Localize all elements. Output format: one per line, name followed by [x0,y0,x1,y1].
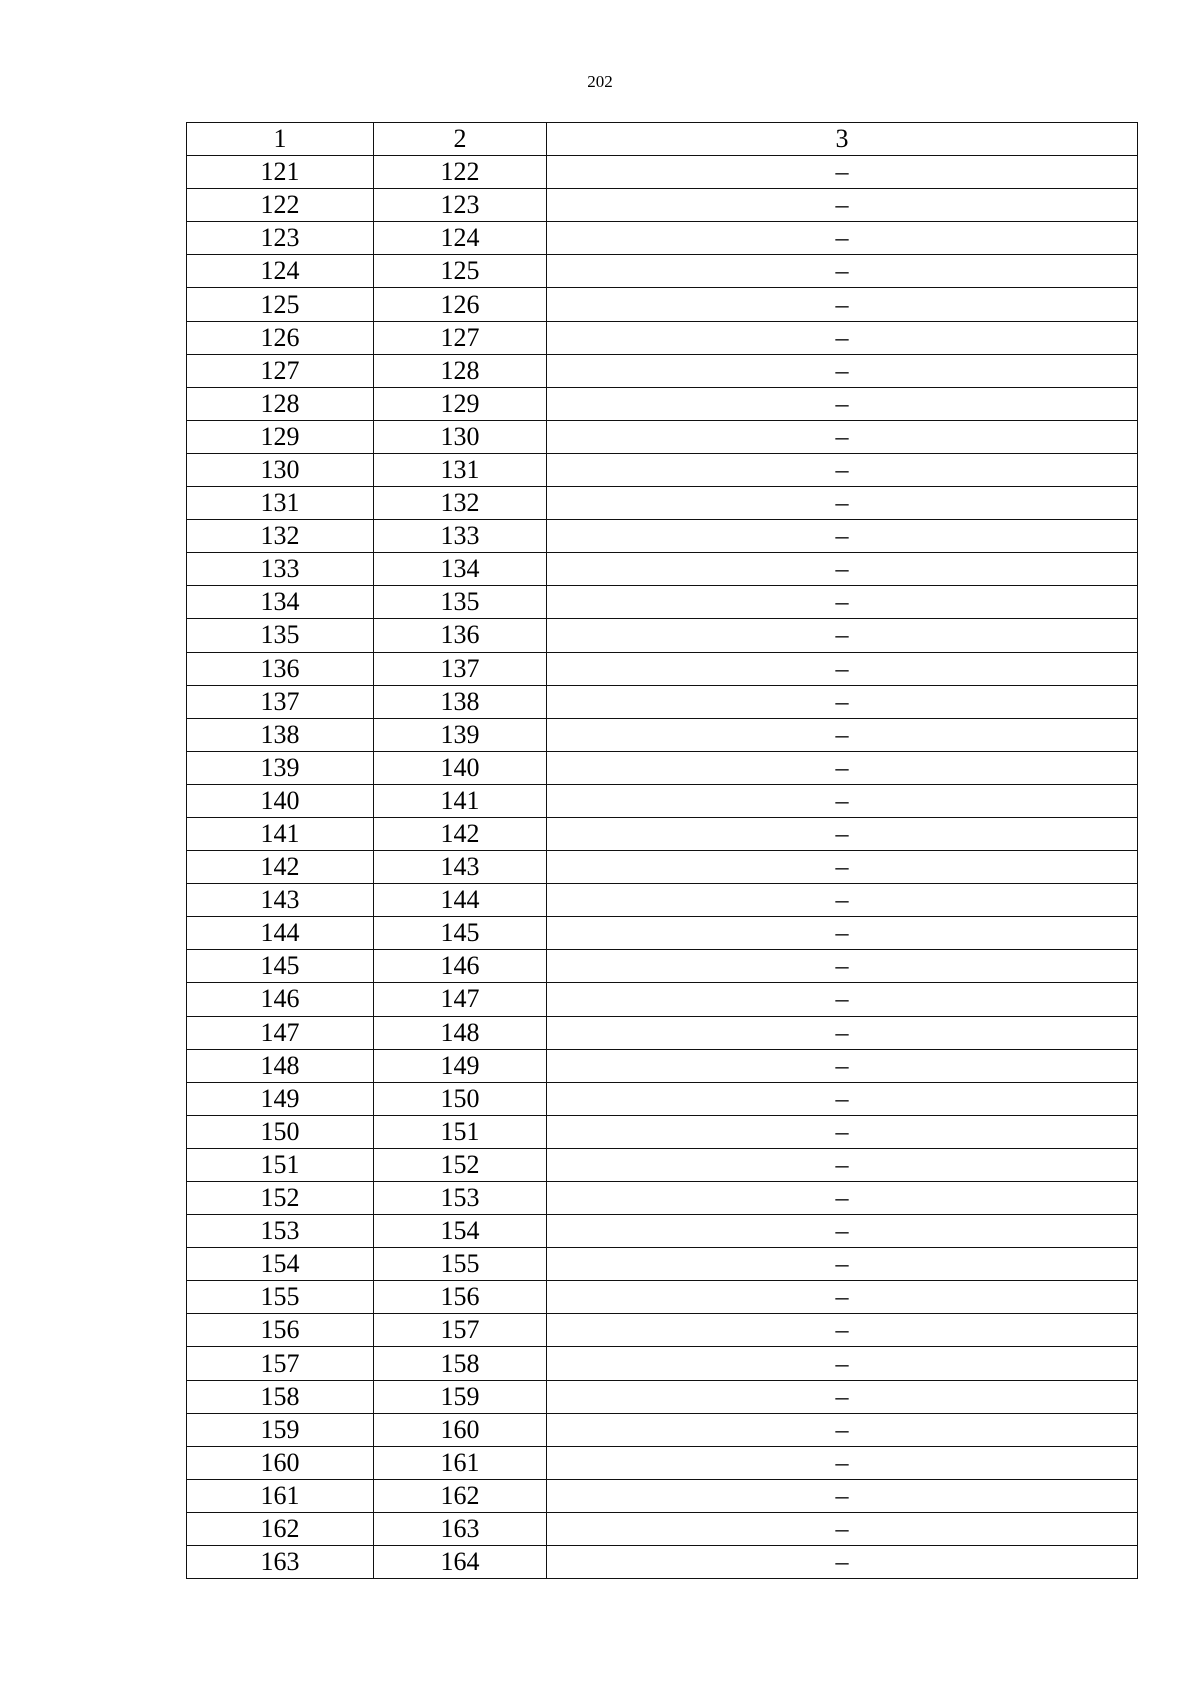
table-cell-col2: 156 [374,1281,547,1314]
table-cell-col2: 162 [374,1479,547,1512]
table-cell-col3: – [547,553,1138,586]
table-cell-col2: 135 [374,586,547,619]
table-cell-col1: 128 [187,387,374,420]
table-cell-col1: 150 [187,1115,374,1148]
column-header-2: 2 [374,123,547,156]
table-cell-col1: 127 [187,354,374,387]
table-cell-col3: – [547,1016,1138,1049]
table-cell-col2: 163 [374,1512,547,1545]
table-cell-col1: 152 [187,1182,374,1215]
table-cell-col1: 143 [187,884,374,917]
table-row [187,222,1138,255]
table-cell-col1: 145 [187,950,374,983]
table-cell-col1: 147 [187,1016,374,1049]
table-row [187,1115,1138,1148]
table-row [187,1446,1138,1479]
table-cell-col3: – [547,784,1138,817]
table-cell-col1: 126 [187,321,374,354]
table-cell-col1: 123 [187,222,374,255]
table-cell-col2: 131 [374,453,547,486]
table-row [187,1248,1138,1281]
table-cell-col1: 137 [187,685,374,718]
table-row [187,1148,1138,1181]
table-row [187,1314,1138,1347]
table-cell-col2: 160 [374,1413,547,1446]
table-cell-col3: – [547,1082,1138,1115]
table-cell-col3: – [547,851,1138,884]
table-cell-col1: 159 [187,1413,374,1446]
table-cell-col2: 138 [374,685,547,718]
table-cell-col2: 144 [374,884,547,917]
table-cell-col3: – [547,1546,1138,1579]
table-cell-col3: – [547,1182,1138,1215]
table-cell-col3: – [547,685,1138,718]
table-cell-col3: – [547,1413,1138,1446]
table-cell-col3: – [547,321,1138,354]
table-cell-col3: – [547,487,1138,520]
table-cell-col1: 129 [187,420,374,453]
table-cell-col1: 148 [187,1049,374,1082]
table-cell-col2: 155 [374,1248,547,1281]
table-header-row [187,123,1138,156]
table-cell-col3: – [547,520,1138,553]
table-cell-col3: – [547,1115,1138,1148]
table-row [187,520,1138,553]
table-cell-col1: 136 [187,652,374,685]
table-cell-col2: 146 [374,950,547,983]
table-cell-col3: – [547,983,1138,1016]
table-cell-col2: 145 [374,917,547,950]
table-cell-col3: – [547,420,1138,453]
table-cell-col1: 153 [187,1215,374,1248]
table-cell-col3: – [547,718,1138,751]
table-row [187,784,1138,817]
table-row [187,288,1138,321]
table-cell-col2: 129 [374,387,547,420]
table-cell-col2: 147 [374,983,547,1016]
table-cell-col2: 157 [374,1314,547,1347]
table-cell-col3: – [547,1281,1138,1314]
table-row [187,1016,1138,1049]
table-cell-col2: 161 [374,1446,547,1479]
table-cell-col3: – [547,189,1138,222]
table-row [187,884,1138,917]
table-row [187,156,1138,189]
table-cell-col3: – [547,222,1138,255]
table-row [187,1479,1138,1512]
table-cell-col1: 122 [187,189,374,222]
table-row [187,950,1138,983]
table-row [187,1049,1138,1082]
table-row [187,553,1138,586]
table-row [187,387,1138,420]
table-cell-col2: 159 [374,1380,547,1413]
table-cell-col2: 164 [374,1546,547,1579]
table-cell-col1: 151 [187,1148,374,1181]
table-cell-col1: 160 [187,1446,374,1479]
table-cell-col1: 158 [187,1380,374,1413]
table-row [187,453,1138,486]
table-cell-col3: – [547,1479,1138,1512]
table-row [187,652,1138,685]
table-cell-col2: 125 [374,255,547,288]
table-cell-col2: 137 [374,652,547,685]
table-cell-col1: 156 [187,1314,374,1347]
table-cell-col2: 134 [374,553,547,586]
table-cell-col2: 142 [374,817,547,850]
table-cell-col3: – [547,619,1138,652]
table-row [187,1281,1138,1314]
table-cell-col1: 138 [187,718,374,751]
table-cell-col3: – [547,387,1138,420]
table-row [187,354,1138,387]
table-cell-col1: 124 [187,255,374,288]
table-row [187,917,1138,950]
table-cell-col3: – [547,1512,1138,1545]
table-cell-col3: – [547,817,1138,850]
table-cell-col2: 153 [374,1182,547,1215]
table-cell-col3: – [547,586,1138,619]
table-cell-col2: 152 [374,1148,547,1181]
table-cell-col2: 141 [374,784,547,817]
table-row [187,1215,1138,1248]
table-cell-col3: – [547,288,1138,321]
table-row [187,751,1138,784]
table-cell-col1: 146 [187,983,374,1016]
data-table [186,122,1138,1579]
table-cell-col2: 151 [374,1115,547,1148]
table-cell-col2: 133 [374,520,547,553]
table-cell-col2: 136 [374,619,547,652]
column-header-1: 1 [187,123,374,156]
table-cell-col3: – [547,1380,1138,1413]
table-cell-col3: – [547,950,1138,983]
table-cell-col3: – [547,652,1138,685]
table-cell-col3: – [547,917,1138,950]
table-row [187,718,1138,751]
table-row [187,1512,1138,1545]
table-cell-col2: 128 [374,354,547,387]
table-cell-col1: 155 [187,1281,374,1314]
table-body [187,156,1138,1579]
table-cell-col3: – [547,884,1138,917]
table-cell-col1: 163 [187,1546,374,1579]
table-row [187,321,1138,354]
table-cell-col1: 139 [187,751,374,784]
table-row [187,685,1138,718]
table-row [187,189,1138,222]
table-cell-col2: 139 [374,718,547,751]
table-cell-col1: 162 [187,1512,374,1545]
table-cell-col3: – [547,1049,1138,1082]
table-cell-col2: 148 [374,1016,547,1049]
table-row [187,1347,1138,1380]
table-cell-col2: 123 [374,189,547,222]
table-cell-col1: 149 [187,1082,374,1115]
table-cell-col3: – [547,156,1138,189]
table-cell-col1: 121 [187,156,374,189]
table-cell-col2: 130 [374,420,547,453]
table-cell-col2: 154 [374,1215,547,1248]
table-cell-col1: 140 [187,784,374,817]
table-cell-col1: 132 [187,520,374,553]
table-cell-col1: 154 [187,1248,374,1281]
table-cell-col2: 126 [374,288,547,321]
table-cell-col3: – [547,1446,1138,1479]
table-cell-col3: – [547,1347,1138,1380]
table-cell-col1: 125 [187,288,374,321]
table-row [187,817,1138,850]
table-cell-col2: 158 [374,1347,547,1380]
table-row [187,420,1138,453]
table-cell-col2: 150 [374,1082,547,1115]
table-cell-col1: 144 [187,917,374,950]
table-row [187,619,1138,652]
table-row [187,487,1138,520]
table-cell-col2: 143 [374,851,547,884]
table-row [187,1546,1138,1579]
table-cell-col1: 142 [187,851,374,884]
table-cell-col1: 134 [187,586,374,619]
table-row [187,983,1138,1016]
table-row [187,851,1138,884]
table-cell-col3: – [547,1248,1138,1281]
table-row [187,1082,1138,1115]
table-row [187,1413,1138,1446]
table-cell-col2: 122 [374,156,547,189]
table-cell-col2: 127 [374,321,547,354]
table-cell-col1: 130 [187,453,374,486]
table-cell-col3: – [547,751,1138,784]
table-row [187,1380,1138,1413]
table-cell-col2: 140 [374,751,547,784]
table-row [187,1182,1138,1215]
table-cell-col1: 131 [187,487,374,520]
table-cell-col1: 161 [187,1479,374,1512]
table-cell-col3: – [547,255,1138,288]
table-row [187,255,1138,288]
column-header-3: 3 [547,123,1138,156]
table-cell-col1: 133 [187,553,374,586]
table-cell-col2: 124 [374,222,547,255]
table-cell-col1: 157 [187,1347,374,1380]
table-cell-col3: – [547,1314,1138,1347]
table-cell-col3: – [547,354,1138,387]
table-cell-col2: 149 [374,1049,547,1082]
table-row [187,586,1138,619]
table-cell-col1: 135 [187,619,374,652]
page-number: 202 [587,72,613,91]
table-cell-col2: 132 [374,487,547,520]
table-cell-col3: – [547,1215,1138,1248]
table-cell-col1: 141 [187,817,374,850]
table-cell-col3: – [547,453,1138,486]
table-cell-col3: – [547,1148,1138,1181]
